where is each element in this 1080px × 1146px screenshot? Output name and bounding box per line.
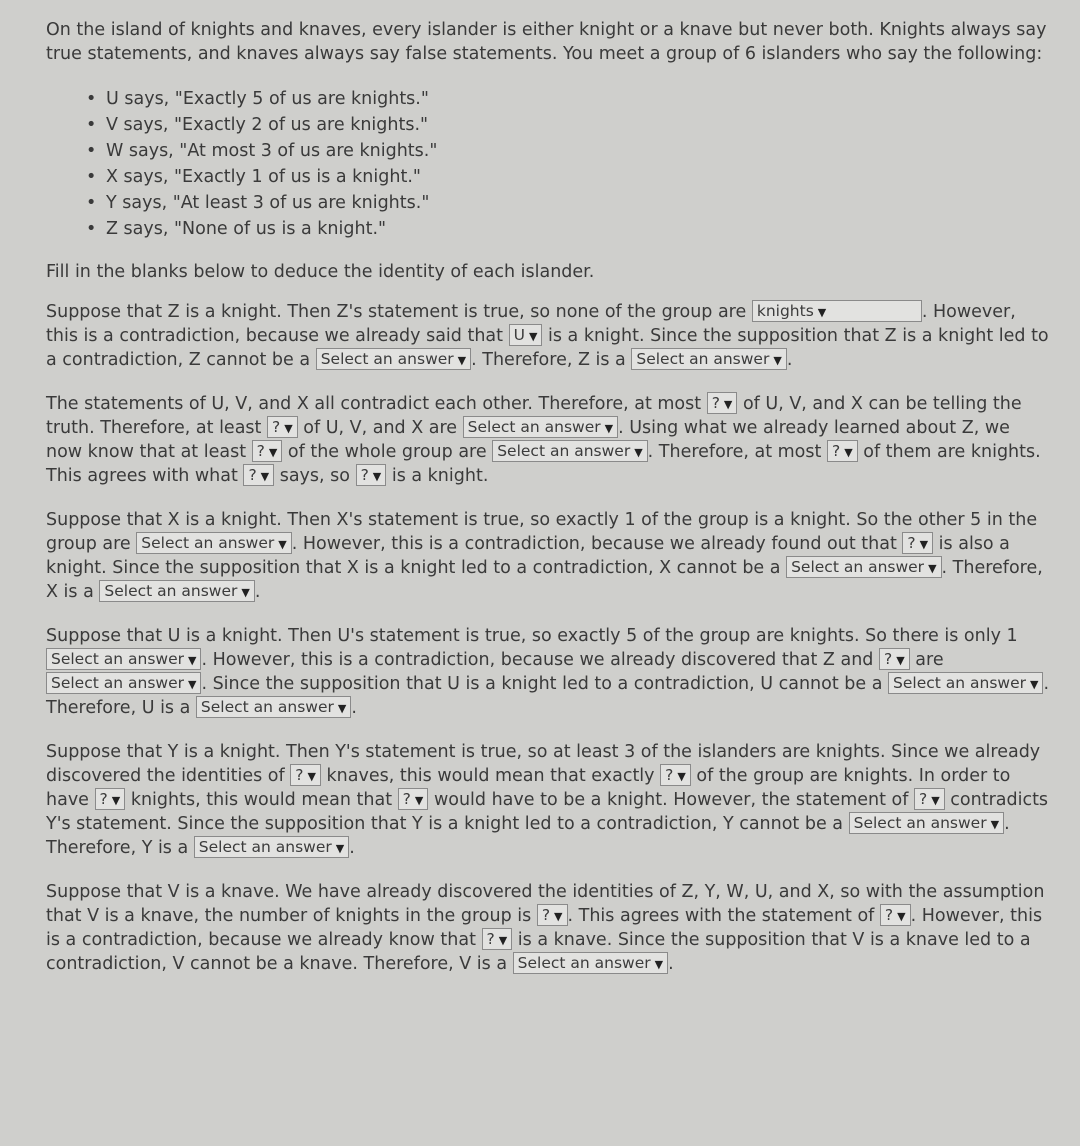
dropdown-z4[interactable]: Select an answer ▼: [631, 348, 786, 370]
chevron-down-icon: ▼: [498, 934, 508, 947]
chevron-down-icon: ▼: [931, 794, 940, 807]
paragraph-statements: The statements of U, V, and X all contradict each other. Therefore, at most ? ▼ of U, V, and X can be telling the truth. Therefore, at least ? ▼ of U, V, and X are Select an answer ▼ . Using what we already learned about Z, we now know that at least ? ▼ of the whole group are Select an answer ▼ . Therefore, at most ? ▼ of them are knights. This agrees with what ? ▼ says, so ? ▼ is a knight.: [46, 394, 1041, 486]
dropdown-s4[interactable]: ? ▼: [252, 440, 283, 462]
paragraph-x: Suppose that X is a knight. Then X's statement is true, so exactly 1 of the group is a knight. So the other 5 in the group are Select an answer ▼ . However, this is a contradiction, because we already found out that ? ▼ is also a knight. Since the supposition that X is a knight led to a contradiction, X cannot be a Select an answer ▼ . Therefore, X is a Select an answer ▼ .: [46, 510, 1043, 602]
claim-x: • X says, "Exactly 1 of us is a knight.": [106, 164, 1050, 190]
chevron-down-icon: ▼: [604, 422, 614, 435]
dropdown-u1[interactable]: Select an answer ▼: [46, 648, 201, 670]
dropdown-x4[interactable]: Select an answer ▼: [99, 580, 254, 602]
dropdown-y1[interactable]: ? ▼: [290, 764, 321, 786]
intro-text: On the island of knights and knaves, every islander is either knight or a knave but never both. Knights always say true statements, and knaves always say false statements. You meet a group of 6 islanders who say the following:: [46, 20, 1047, 64]
paragraph-u: Suppose that U is a knight. Then U's statement is true, so exactly 5 of the group are knights. So there is only 1 Select an answer ▼ . However, this is a contradiction, because we already discovered that Z and ? ▼ are Select an answer ▼ . Since the supposition that U is a knight led to a contradiction, U cannot be a Select an answer ▼ . Therefore, U is a Select an answer ▼ .: [46, 626, 1050, 718]
dropdown-y2[interactable]: ? ▼: [660, 764, 691, 786]
chevron-down-icon: ▼: [677, 770, 686, 783]
chevron-down-icon: ▼: [335, 842, 345, 855]
chevron-down-icon: ▼: [1030, 678, 1039, 691]
dropdown-x1[interactable]: Select an answer ▼: [136, 532, 291, 554]
dropdown-s1[interactable]: ? ▼: [707, 392, 738, 414]
dropdown-v3[interactable]: ? ▼: [482, 928, 513, 950]
dropdown-u5[interactable]: Select an answer ▼: [196, 696, 351, 718]
chevron-down-icon: ▼: [260, 470, 270, 483]
dropdown-s2[interactable]: ? ▼: [267, 416, 298, 438]
dropdown-x2[interactable]: ? ▼: [902, 532, 933, 554]
claim-u: • U says, "Exactly 5 of us are knights.": [106, 86, 1050, 112]
dropdown-z1[interactable]: knights ▼: [752, 300, 922, 322]
claim-v: • V says, "Exactly 2 of us are knights.": [106, 112, 1050, 138]
chevron-down-icon: ▼: [528, 330, 538, 343]
dropdown-y4[interactable]: ? ▼: [398, 788, 429, 810]
dropdown-y3[interactable]: ? ▼: [95, 788, 126, 810]
chevron-down-icon: ▼: [414, 794, 424, 807]
chevron-down-icon: ▼: [919, 538, 929, 551]
claim-y: • Y says, "At least 3 of us are knights.": [106, 190, 1050, 216]
dropdown-u3[interactable]: Select an answer ▼: [46, 672, 201, 694]
dropdown-s7[interactable]: ? ▼: [243, 464, 274, 486]
dropdown-s8[interactable]: ? ▼: [356, 464, 387, 486]
chevron-down-icon: ▼: [372, 470, 382, 483]
chevron-down-icon: ▼: [896, 654, 905, 667]
chevron-down-icon: ▼: [723, 398, 733, 411]
chevron-down-icon: ▼: [844, 446, 853, 459]
chevron-down-icon: ▼: [337, 702, 347, 715]
chevron-down-icon: ▼: [817, 306, 827, 319]
chevron-down-icon: ▼: [278, 538, 287, 551]
dropdown-s5[interactable]: Select an answer ▼: [492, 440, 647, 462]
chevron-down-icon: ▼: [928, 562, 937, 575]
dropdown-v4[interactable]: Select an answer ▼: [513, 952, 668, 974]
chevron-down-icon: ▼: [554, 910, 563, 923]
dropdown-y6[interactable]: Select an answer ▼: [849, 812, 1004, 834]
chevron-down-icon: ▼: [268, 446, 278, 459]
chevron-down-icon: ▼: [111, 794, 121, 807]
chevron-down-icon: ▼: [187, 678, 197, 691]
dropdown-y5[interactable]: ? ▼: [914, 788, 945, 810]
claim-z: • Z says, "None of us is a knight.": [106, 216, 1050, 242]
chevron-down-icon: ▼: [634, 446, 643, 459]
dropdown-y7[interactable]: Select an answer ▼: [194, 836, 349, 858]
chevron-down-icon: ▼: [241, 586, 250, 599]
paragraph-v: Suppose that V is a knave. We have already discovered the identities of Z, Y, W, U, and X, so with the assumption that V is a knave, the number of knights in the group is ? ▼ . This agrees with the statement of ? ▼ . However, this is a contradiction, because we already know that ? ▼ is a knave. Since the supposition that V is a knave led to a contradiction, V cannot be a knave. Therefore, V is a Select an answer ▼ .: [46, 882, 1045, 974]
claim-w: • W says, "At most 3 of us are knights.": [106, 138, 1050, 164]
dropdown-v2[interactable]: ? ▼: [880, 904, 911, 926]
paragraph-z: Suppose that Z is a knight. Then Z's statement is true, so none of the group are knights ▼ . However, this is a contradiction, because we already said that U ▼ is a knight. Since the supposition that Z is a knight led to a contradiction, Z cannot be a Select an answer ▼ . Therefore, Z is a Select an answer ▼ .: [46, 302, 1049, 370]
claims-list: [46, 86, 1050, 242]
dropdown-s3[interactable]: Select an answer ▼: [463, 416, 618, 438]
chevron-down-icon: ▼: [187, 654, 197, 667]
dropdown-z3[interactable]: Select an answer ▼: [316, 348, 471, 370]
dropdown-z2[interactable]: U ▼: [509, 324, 543, 346]
chevron-down-icon: ▼: [773, 354, 782, 367]
chevron-down-icon: ▼: [990, 818, 1000, 831]
dropdown-u2[interactable]: ? ▼: [879, 648, 910, 670]
chevron-down-icon: ▼: [284, 422, 293, 435]
chevron-down-icon: ▼: [654, 958, 664, 971]
chevron-down-icon: ▼: [457, 354, 467, 367]
chevron-down-icon: ▼: [897, 910, 906, 923]
chevron-down-icon: ▼: [307, 770, 316, 783]
dropdown-u4[interactable]: Select an answer ▼: [888, 672, 1043, 694]
dropdown-x3[interactable]: Select an answer ▼: [786, 556, 941, 578]
dropdown-v1[interactable]: ? ▼: [537, 904, 568, 926]
fill-instructions: Fill in the blanks below to deduce the identity of each islander.: [46, 262, 595, 282]
paragraph-y: Suppose that Y is a knight. Then Y's statement is true, so at least 3 of the islanders are knights. Since we already discovered the identities of ? ▼ knaves, this would mean that exactly ? ▼ of the group are knights. In order to have ? ▼ knights, this would mean that ? ▼ would have to be a knight. However, the statement of ? ▼ contradicts Y's statement. Since the supposition that Y is a knight led to a contradiction, Y cannot be a Select an answer ▼ . Therefore, Y is a Select an answer ▼ .: [46, 742, 1049, 858]
dropdown-s6[interactable]: ? ▼: [827, 440, 858, 462]
